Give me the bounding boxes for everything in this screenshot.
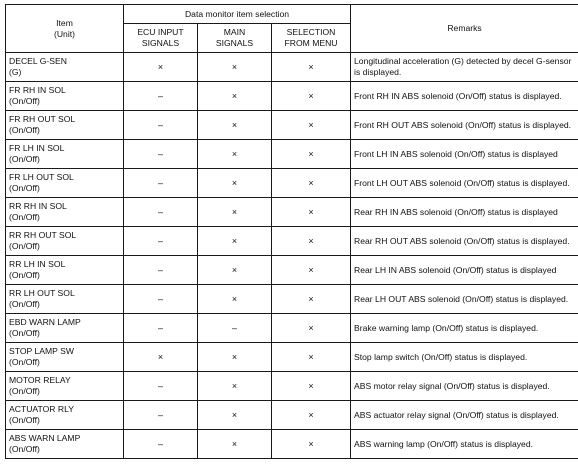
main-signals-mark: × bbox=[198, 372, 272, 401]
remark-cell: Rear LH IN ABS solenoid (On/Off) status is displayed bbox=[351, 256, 578, 285]
item-cell: ACTUATOR RLY (On/Off) bbox=[6, 401, 124, 430]
table-row bbox=[6, 285, 578, 314]
main-signals-mark: × bbox=[198, 401, 272, 430]
data-monitor-table bbox=[5, 4, 578, 459]
table-row bbox=[6, 53, 578, 82]
remark-cell: ABS motor relay signal (On/Off) status is displayed. bbox=[351, 372, 578, 401]
selection-menu-mark: × bbox=[272, 169, 351, 198]
main-signals-mark: × bbox=[198, 169, 272, 198]
item-cell: DECEL G-SEN (G) bbox=[6, 53, 124, 82]
selection-menu-mark: × bbox=[272, 372, 351, 401]
ecu-input-mark: – bbox=[124, 111, 198, 140]
ecu-input-mark: – bbox=[124, 401, 198, 430]
ecu-input-mark: – bbox=[124, 314, 198, 343]
selection-menu-mark: × bbox=[272, 53, 351, 82]
item-cell: RR RH OUT SOL (On/Off) bbox=[6, 227, 124, 256]
header-ecu-input-signals: ECU INPUT SIGNALS bbox=[124, 24, 198, 53]
item-cell: EBD WARN LAMP (On/Off) bbox=[6, 314, 124, 343]
ecu-input-mark: – bbox=[124, 256, 198, 285]
main-signals-mark: × bbox=[198, 430, 272, 459]
remark-cell: Front LH IN ABS solenoid (On/Off) status is displayed bbox=[351, 140, 578, 169]
main-signals-mark: × bbox=[198, 140, 272, 169]
remark-cell: Brake warning lamp (On/Off) status is displayed. bbox=[351, 314, 578, 343]
table-row bbox=[6, 372, 578, 401]
remark-cell: ABS warning lamp (On/Off) status is displayed. bbox=[351, 430, 578, 459]
ecu-input-mark: – bbox=[124, 82, 198, 111]
header-item: Item (Unit) bbox=[6, 5, 124, 53]
item-cell: FR LH OUT SOL (On/Off) bbox=[6, 169, 124, 198]
main-signals-mark: × bbox=[198, 53, 272, 82]
ecu-input-mark: – bbox=[124, 140, 198, 169]
table-row bbox=[6, 82, 578, 111]
item-cell: RR RH IN SOL (On/Off) bbox=[6, 198, 124, 227]
header-data-monitor-selection: Data monitor item selection bbox=[124, 5, 351, 24]
selection-menu-mark: × bbox=[272, 314, 351, 343]
selection-menu-mark: × bbox=[272, 111, 351, 140]
table-row bbox=[6, 256, 578, 285]
table-row bbox=[6, 314, 578, 343]
ecu-input-mark: × bbox=[124, 343, 198, 372]
remark-cell: Front RH OUT ABS solenoid (On/Off) status is displayed. bbox=[351, 111, 578, 140]
table-row bbox=[6, 227, 578, 256]
remark-cell: Stop lamp switch (On/Off) status is displayed. bbox=[351, 343, 578, 372]
main-signals-mark: × bbox=[198, 256, 272, 285]
selection-menu-mark: × bbox=[272, 140, 351, 169]
item-cell: RR LH OUT SOL (On/Off) bbox=[6, 285, 124, 314]
table-row bbox=[6, 111, 578, 140]
selection-menu-mark: × bbox=[272, 198, 351, 227]
ecu-input-mark: – bbox=[124, 227, 198, 256]
item-cell: MOTOR RELAY (On/Off) bbox=[6, 372, 124, 401]
header-selection-from-menu: SELECTION FROM MENU bbox=[272, 24, 351, 53]
item-cell: FR LH IN SOL (On/Off) bbox=[6, 140, 124, 169]
selection-menu-mark: × bbox=[272, 430, 351, 459]
selection-menu-mark: × bbox=[272, 343, 351, 372]
remark-cell: ABS actuator relay signal (On/Off) status is displayed. bbox=[351, 401, 578, 430]
main-signals-mark: × bbox=[198, 227, 272, 256]
selection-menu-mark: × bbox=[272, 285, 351, 314]
table-row bbox=[6, 343, 578, 372]
table-row bbox=[6, 198, 578, 227]
table-row bbox=[6, 169, 578, 198]
ecu-input-mark: – bbox=[124, 372, 198, 401]
ecu-input-mark: × bbox=[124, 53, 198, 82]
selection-menu-mark: × bbox=[272, 256, 351, 285]
ecu-input-mark: – bbox=[124, 169, 198, 198]
table-row bbox=[6, 430, 578, 459]
item-cell: FR RH OUT SOL (On/Off) bbox=[6, 111, 124, 140]
selection-menu-mark: × bbox=[272, 82, 351, 111]
selection-menu-mark: × bbox=[272, 227, 351, 256]
ecu-input-mark: – bbox=[124, 285, 198, 314]
ecu-input-mark: – bbox=[124, 430, 198, 459]
header-main-signals: MAIN SIGNALS bbox=[198, 24, 272, 53]
remark-cell: Longitudinal acceleration (G) detected by decel G-sensor is displayed. bbox=[351, 53, 578, 82]
main-signals-mark: × bbox=[198, 198, 272, 227]
remark-cell: Front RH IN ABS solenoid (On/Off) status is displayed. bbox=[351, 82, 578, 111]
remark-cell: Rear RH OUT ABS solenoid (On/Off) status is displayed. bbox=[351, 227, 578, 256]
ecu-input-mark: – bbox=[124, 198, 198, 227]
item-cell: RR LH IN SOL (On/Off) bbox=[6, 256, 124, 285]
table-row bbox=[6, 401, 578, 430]
main-signals-mark: × bbox=[198, 82, 272, 111]
item-cell: STOP LAMP SW (On/Off) bbox=[6, 343, 124, 372]
main-signals-mark: × bbox=[198, 285, 272, 314]
main-signals-mark: × bbox=[198, 111, 272, 140]
selection-menu-mark: × bbox=[272, 401, 351, 430]
header-remarks: Remarks bbox=[351, 5, 578, 53]
remark-cell: Front LH OUT ABS solenoid (On/Off) status is displayed. bbox=[351, 169, 578, 198]
main-signals-mark: × bbox=[198, 343, 272, 372]
remark-cell: Rear RH IN ABS solenoid (On/Off) status is displayed bbox=[351, 198, 578, 227]
item-cell: ABS WARN LAMP (On/Off) bbox=[6, 430, 124, 459]
remark-cell: Rear LH OUT ABS solenoid (On/Off) status is displayed. bbox=[351, 285, 578, 314]
table-row bbox=[6, 140, 578, 169]
main-signals-mark: – bbox=[198, 314, 272, 343]
item-cell: FR RH IN SOL (On/Off) bbox=[6, 82, 124, 111]
